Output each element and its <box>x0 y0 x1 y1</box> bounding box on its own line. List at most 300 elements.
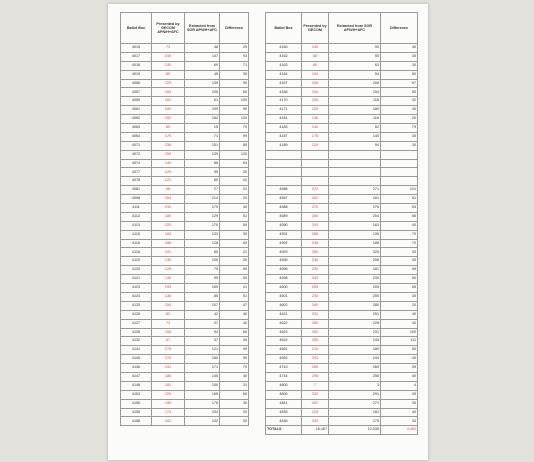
ballot-box-cell: 4187 <box>266 132 302 141</box>
ballot-box-cell: 4155 <box>121 399 152 408</box>
difference-cell: 51 <box>220 292 249 301</box>
extracted-cell: 27 <box>185 186 220 195</box>
difference-cell: 30 <box>220 257 249 266</box>
totals-presented: 16,457 <box>302 426 329 435</box>
presented-cell: 175 <box>302 132 329 141</box>
presented-cell: 163 <box>152 230 185 239</box>
header-difference: Difference <box>381 13 418 44</box>
table-row <box>121 346 249 355</box>
extracted-cell: 214 <box>185 195 220 204</box>
table-row <box>266 44 418 53</box>
difference-cell: 70 <box>220 364 249 373</box>
difference-cell: 99 <box>220 132 249 141</box>
ballot-box-cell: 4059 <box>121 97 152 106</box>
extracted-cell: 171 <box>185 364 220 373</box>
ballot-box-cell: 4123 <box>121 284 152 293</box>
presented-cell: 372 <box>302 186 329 195</box>
ballot-box-cell: 4061 <box>121 106 152 115</box>
ballot-box-cell: 4586 <box>266 186 302 195</box>
presented-cell: 241 <box>152 364 185 373</box>
ballot-box-cell: 4141 <box>121 346 152 355</box>
extracted-cell: 37 <box>185 319 220 328</box>
table-row <box>266 275 418 284</box>
extracted-cell: 139 <box>185 150 220 159</box>
difference-cell: 40 <box>220 319 249 328</box>
extracted-cell: 80 <box>185 248 220 257</box>
ballot-box-cell: 4074 <box>121 159 152 168</box>
presented-cell: 229 <box>152 79 185 88</box>
presented-cell: 260 <box>302 364 329 373</box>
ballot-box-cell: 4744 <box>266 372 302 381</box>
presented-cell: 291 <box>302 310 329 319</box>
extracted-cell: 200 <box>329 292 381 301</box>
difference-cell: 30 <box>381 292 418 301</box>
totals-row <box>266 426 418 435</box>
ballot-box-cell: 4587 <box>266 195 302 204</box>
ballot-box-cell: 4019 <box>121 70 152 79</box>
ballot-box-cell: 4147 <box>121 372 152 381</box>
ballot-box-cell: 4112 <box>121 212 152 221</box>
difference-cell: 70 <box>381 239 418 248</box>
ballot-box-cell: 4588 <box>266 204 302 213</box>
extracted-cell: 251 <box>329 310 381 319</box>
extracted-cell: 132 <box>185 417 220 426</box>
difference-cell: 50 <box>220 239 249 248</box>
difference-cell: 70 <box>220 124 249 133</box>
difference-cell: 30 <box>220 168 249 177</box>
extracted-cell: 151 <box>185 141 220 150</box>
extracted-cell: 86 <box>185 159 220 168</box>
extracted-cell: 271 <box>329 399 381 408</box>
table-row <box>121 124 249 133</box>
difference-cell: 50 <box>220 275 249 284</box>
ballot-box-cell: 4078 <box>121 177 152 186</box>
difference-cell: 40 <box>381 319 418 328</box>
presented-cell: 260 <box>302 319 329 328</box>
table-row <box>266 310 418 319</box>
presented-cell: 150 <box>302 97 329 106</box>
presented-cell: 204 <box>152 195 185 204</box>
extracted-cell: 325 <box>329 248 381 257</box>
presented-cell: 7 <box>302 381 329 390</box>
ballot-box-cell: 4591 <box>266 230 302 239</box>
difference-cell: 60 <box>220 390 249 399</box>
difference-cell: 55 <box>381 284 418 293</box>
table-row <box>266 328 418 337</box>
extracted-cell: 269 <box>329 364 381 373</box>
presented-cell: 229 <box>152 390 185 399</box>
presented-cell: 181 <box>152 381 185 390</box>
difference-cell: 49 <box>381 266 418 275</box>
presented-cell: 236 <box>152 141 185 150</box>
difference-cell: 21 <box>220 248 249 257</box>
ballot-box-cell: 4622 <box>266 319 302 328</box>
difference-cell: 20 <box>220 408 249 417</box>
table-row <box>121 381 249 390</box>
ballot-box-cell: 4124 <box>121 292 152 301</box>
presented-cell: 130 <box>302 44 329 53</box>
presented-cell: 220 <box>152 221 185 230</box>
presented-cell: 238 <box>302 239 329 248</box>
table-row <box>121 141 249 150</box>
extracted-cell: 258 <box>329 372 381 381</box>
presented-cell: 262 <box>302 195 329 204</box>
difference-cell: 90 <box>220 355 249 364</box>
table-row <box>266 239 418 248</box>
ballot-box-cell: 4116 <box>121 239 152 248</box>
extracted-cell: 90 <box>329 44 381 53</box>
extracted-cell: 182 <box>185 115 220 124</box>
table-row <box>266 248 418 257</box>
header-ballot-box: Ballot Box <box>121 13 152 44</box>
difference-cell: 30 <box>220 230 249 239</box>
difference-cell: 30 <box>381 141 418 150</box>
extracted-cell: 69 <box>185 61 220 70</box>
extracted-cell: 85 <box>185 292 220 301</box>
ballot-box-cell: 4162 <box>266 52 302 61</box>
table-row <box>121 177 249 186</box>
presented-cell: 170 <box>152 346 185 355</box>
presented-cell: 196 <box>152 399 185 408</box>
difference-cell: 20 <box>381 301 418 310</box>
ballot-box-cell: 4623 <box>266 328 302 337</box>
extracted-cell: 118 <box>329 97 381 106</box>
extracted-cell: 45 <box>185 70 220 79</box>
table-row <box>266 141 418 150</box>
ballot-box-cell: 4132 <box>121 337 152 346</box>
header-extracted: Extracted from SOR APN/H+AFC <box>329 13 381 44</box>
ballot-box-cell: 4602 <box>266 301 302 310</box>
extracted-cell: 180 <box>185 355 220 364</box>
table-row <box>266 212 418 221</box>
presented-cell: 210 <box>302 346 329 355</box>
table-row <box>266 292 418 301</box>
ballot-box-cell: 4115 <box>121 230 152 239</box>
table-row <box>121 70 249 79</box>
presented-cell: 67 <box>152 337 185 346</box>
presented-cell: 329 <box>302 390 329 399</box>
extracted-cell: 62 <box>329 124 381 133</box>
difference-cell: 60 <box>220 328 249 337</box>
difference-cell: 30 <box>381 248 418 257</box>
ballot-box-cell: 4743 <box>266 364 302 373</box>
extracted-cell: 133 <box>185 230 220 239</box>
extracted-cell: 145 <box>185 372 220 381</box>
extracted-cell: 163 <box>329 221 381 230</box>
difference-cell: 40 <box>381 106 418 115</box>
ballot-box-cell: 4590 <box>266 221 302 230</box>
extracted-cell: 106 <box>185 257 220 266</box>
difference-cell: 40 <box>220 204 249 213</box>
presented-cell: 73 <box>152 319 185 328</box>
table-row <box>266 301 418 310</box>
ballot-box-cell: 4145 <box>121 355 152 364</box>
header-presented: Presented by GECOM APN/H+AFC <box>152 13 185 44</box>
difference-cell: 40 <box>381 310 418 319</box>
blank-row <box>266 150 418 159</box>
ballot-box-cell: 4589 <box>266 212 302 221</box>
table-row <box>121 310 249 319</box>
presented-cell: 174 <box>152 408 185 417</box>
difference-cell: 40 <box>381 355 418 364</box>
ballot-box-cell: 4168 <box>266 88 302 97</box>
presented-cell: 125 <box>152 266 185 275</box>
table-row <box>121 417 249 426</box>
right-ballot-table <box>265 12 418 435</box>
presented-cell: 340 <box>302 275 329 284</box>
extracted-cell: 181 <box>329 195 381 204</box>
presented-cell: 300 <box>302 301 329 310</box>
ballot-box-cell: 4593 <box>266 248 302 257</box>
extracted-cell: 139 <box>185 79 220 88</box>
presented-cell: 265 <box>302 230 329 239</box>
presented-cell: 80 <box>152 70 185 79</box>
table-row <box>121 212 249 221</box>
difference-cell: 41 <box>220 284 249 293</box>
difference-cell: 30 <box>220 417 249 426</box>
table-row <box>121 266 249 275</box>
ballot-box-cell: 4183 <box>266 124 302 133</box>
table-row <box>266 88 418 97</box>
ballot-box-cell: 4170 <box>266 97 302 106</box>
table-row <box>266 266 418 275</box>
difference-cell: 120 <box>220 115 249 124</box>
ballot-box-cell: 4118 <box>121 248 152 257</box>
table-row <box>121 52 249 61</box>
ballot-box-cell: 4153 <box>121 390 152 399</box>
difference-cell: 33 <box>381 417 418 426</box>
presented-cell: 203 <box>302 221 329 230</box>
table-row <box>266 221 418 230</box>
presented-cell: 270 <box>152 355 185 364</box>
difference-cell: 54 <box>220 159 249 168</box>
table-row <box>266 124 418 133</box>
presented-cell: 165 <box>152 88 185 97</box>
table-row <box>121 115 249 124</box>
presented-cell: 130 <box>152 61 185 70</box>
presented-cell: 170 <box>152 132 185 141</box>
presented-cell: 180 <box>152 106 185 115</box>
difference-cell: 100 <box>220 97 249 106</box>
difference-cell: 31 <box>220 381 249 390</box>
left-header-row <box>121 13 249 44</box>
difference-cell: 60 <box>220 88 249 97</box>
extracted-cell: 239 <box>329 275 381 284</box>
ballot-box-cell: 4651 <box>266 346 302 355</box>
table-row <box>121 88 249 97</box>
table-row <box>266 230 418 239</box>
presented-cell: 302 <box>302 399 329 408</box>
ballot-box-cell: 4077 <box>121 168 152 177</box>
ballot-box-cell: 4127 <box>121 319 152 328</box>
extracted-cell: 154 <box>329 88 381 97</box>
table-row <box>266 346 418 355</box>
presented-cell: 350 <box>302 248 329 257</box>
presented-cell: 142 <box>302 124 329 133</box>
table-row <box>266 372 418 381</box>
table-row <box>121 186 249 195</box>
difference-cell: 4 <box>381 381 418 390</box>
presented-cell: 230 <box>302 292 329 301</box>
ballot-box-cell: 4163 <box>266 61 302 70</box>
presented-cell: 210 <box>152 204 185 213</box>
presented-cell: 136 <box>152 292 185 301</box>
extracted-cell: 291 <box>329 390 381 399</box>
difference-cell: 85 <box>220 141 249 150</box>
presented-cell: 73 <box>152 44 185 53</box>
ballot-box-cell: 4181 <box>266 115 302 124</box>
table-row <box>121 248 249 257</box>
ballot-box-cell: 4601 <box>266 292 302 301</box>
ballot-box-cell: 4017 <box>121 52 152 61</box>
table-row <box>266 115 418 124</box>
ballot-box-cell: 4098 <box>121 195 152 204</box>
difference-cell: 70 <box>381 230 418 239</box>
ballot-box-cell: 4167 <box>266 79 302 88</box>
ballot-box-cell: 4624 <box>266 337 302 346</box>
ballot-box-cell: 4598 <box>266 275 302 284</box>
presented-cell: 220 <box>302 106 329 115</box>
extracted-cell: 170 <box>185 204 220 213</box>
extracted-cell: 150 <box>185 381 220 390</box>
difference-cell: 50 <box>381 346 418 355</box>
difference-cell: 42 <box>220 177 249 186</box>
table-row <box>121 79 249 88</box>
extracted-cell: 204 <box>329 212 381 221</box>
extracted-cell: 107 <box>185 301 220 310</box>
presented-cell: 80 <box>152 124 185 133</box>
difference-cell: 32 <box>381 97 418 106</box>
difference-cell: 93 <box>220 52 249 61</box>
table-row <box>121 372 249 381</box>
ballot-box-cell: 4158 <box>121 417 152 426</box>
difference-cell: 39 <box>381 390 418 399</box>
ballot-box-cell: 4171 <box>266 106 302 115</box>
ballot-box-cell: 4596 <box>266 266 302 275</box>
totals-difference: 4,492 <box>381 426 418 435</box>
extracted-cell: 199 <box>185 106 220 115</box>
ballot-box-cell: 4062 <box>121 115 152 124</box>
presented-cell: 293 <box>302 355 329 364</box>
extracted-cell: 165 <box>185 390 220 399</box>
difference-cell: 90 <box>220 79 249 88</box>
difference-cell: 51 <box>220 212 249 221</box>
difference-cell: 50 <box>381 88 418 97</box>
presented-cell: 124 <box>302 141 329 150</box>
ballot-box-cell: 4800 <box>266 381 302 390</box>
extracted-cell: 55 <box>329 52 381 61</box>
difference-cell: 47 <box>220 301 249 310</box>
ballot-box-cell: 4111 <box>121 204 152 213</box>
table-row <box>121 257 249 266</box>
extracted-cell: 228 <box>329 319 381 328</box>
table-row <box>121 159 249 168</box>
presented-cell: 162 <box>152 417 185 426</box>
table-row <box>266 52 418 61</box>
extracted-cell: 280 <box>329 301 381 310</box>
table-row <box>121 61 249 70</box>
extracted-cell: 94 <box>329 141 381 150</box>
presented-cell: 82 <box>152 310 185 319</box>
table-row <box>266 364 418 373</box>
presented-cell: 185 <box>152 372 185 381</box>
ballot-box-cell: 4128 <box>121 328 152 337</box>
difference-cell: 50 <box>220 266 249 275</box>
difference-cell: 30 <box>381 61 418 70</box>
ballot-box-cell: 4015 <box>121 44 152 53</box>
presented-cell: 252 <box>152 115 185 124</box>
table-row <box>266 257 418 266</box>
extracted-cell: 15 <box>185 124 220 133</box>
extracted-cell: 99 <box>185 168 220 177</box>
table-row <box>121 97 249 106</box>
table-row <box>121 355 249 364</box>
presented-cell: 140 <box>152 159 185 168</box>
table-row <box>266 132 418 141</box>
extracted-cell: 145 <box>329 132 381 141</box>
table-row <box>121 230 249 239</box>
blank-row <box>266 159 418 168</box>
extracted-cell: 205 <box>329 284 381 293</box>
presented-cell: 240 <box>152 52 185 61</box>
extracted-cell: 54 <box>329 70 381 79</box>
difference-cell: 31 <box>220 186 249 195</box>
presented-cell: 154 <box>152 328 185 337</box>
presented-cell: 136 <box>152 257 185 266</box>
ballot-box-cell: 4164 <box>266 70 302 79</box>
table-row <box>266 408 418 417</box>
presented-cell: 225 <box>302 408 329 417</box>
difference-cell: 120 <box>220 150 249 159</box>
table-row <box>121 221 249 230</box>
table-row <box>121 106 249 115</box>
extracted-cell: 180 <box>329 106 381 115</box>
extracted-cell: 181 <box>329 266 381 275</box>
presented-cell: 161 <box>152 97 185 106</box>
extracted-cell: 154 <box>185 408 220 417</box>
ballot-box-cell: 4064 <box>121 132 152 141</box>
difference-cell: 81 <box>381 195 418 204</box>
ballot-box-cell: 4189 <box>266 141 302 150</box>
table-row <box>266 417 418 426</box>
table-row <box>266 106 418 115</box>
difference-cell: 79 <box>381 124 418 133</box>
extracted-cell: 80 <box>185 177 220 186</box>
extracted-cell: 116 <box>329 115 381 124</box>
table-row <box>121 399 249 408</box>
extracted-cell: 63 <box>329 61 381 70</box>
totals-extracted: 12,035 <box>329 426 381 435</box>
presented-cell: 188 <box>152 239 185 248</box>
extracted-cell: 94 <box>185 328 220 337</box>
difference-cell: 40 <box>381 372 418 381</box>
extracted-cell: 276 <box>329 204 381 213</box>
table-row <box>121 328 249 337</box>
extracted-cell: 180 <box>329 346 381 355</box>
ballot-box-cell: 4063 <box>121 124 152 133</box>
difference-cell: 111 <box>381 337 418 346</box>
table-row <box>121 195 249 204</box>
difference-cell: 50 <box>381 70 418 79</box>
ballot-box-cell: 4836 <box>266 417 302 426</box>
difference-cell: 39 <box>381 364 418 373</box>
table-row <box>121 132 249 141</box>
table-row <box>121 408 249 417</box>
presented-cell: 260 <box>302 212 329 221</box>
difference-cell: 40 <box>220 337 249 346</box>
ballot-box-cell: 4595 <box>266 257 302 266</box>
totals-label: TOTALS <box>266 426 302 435</box>
